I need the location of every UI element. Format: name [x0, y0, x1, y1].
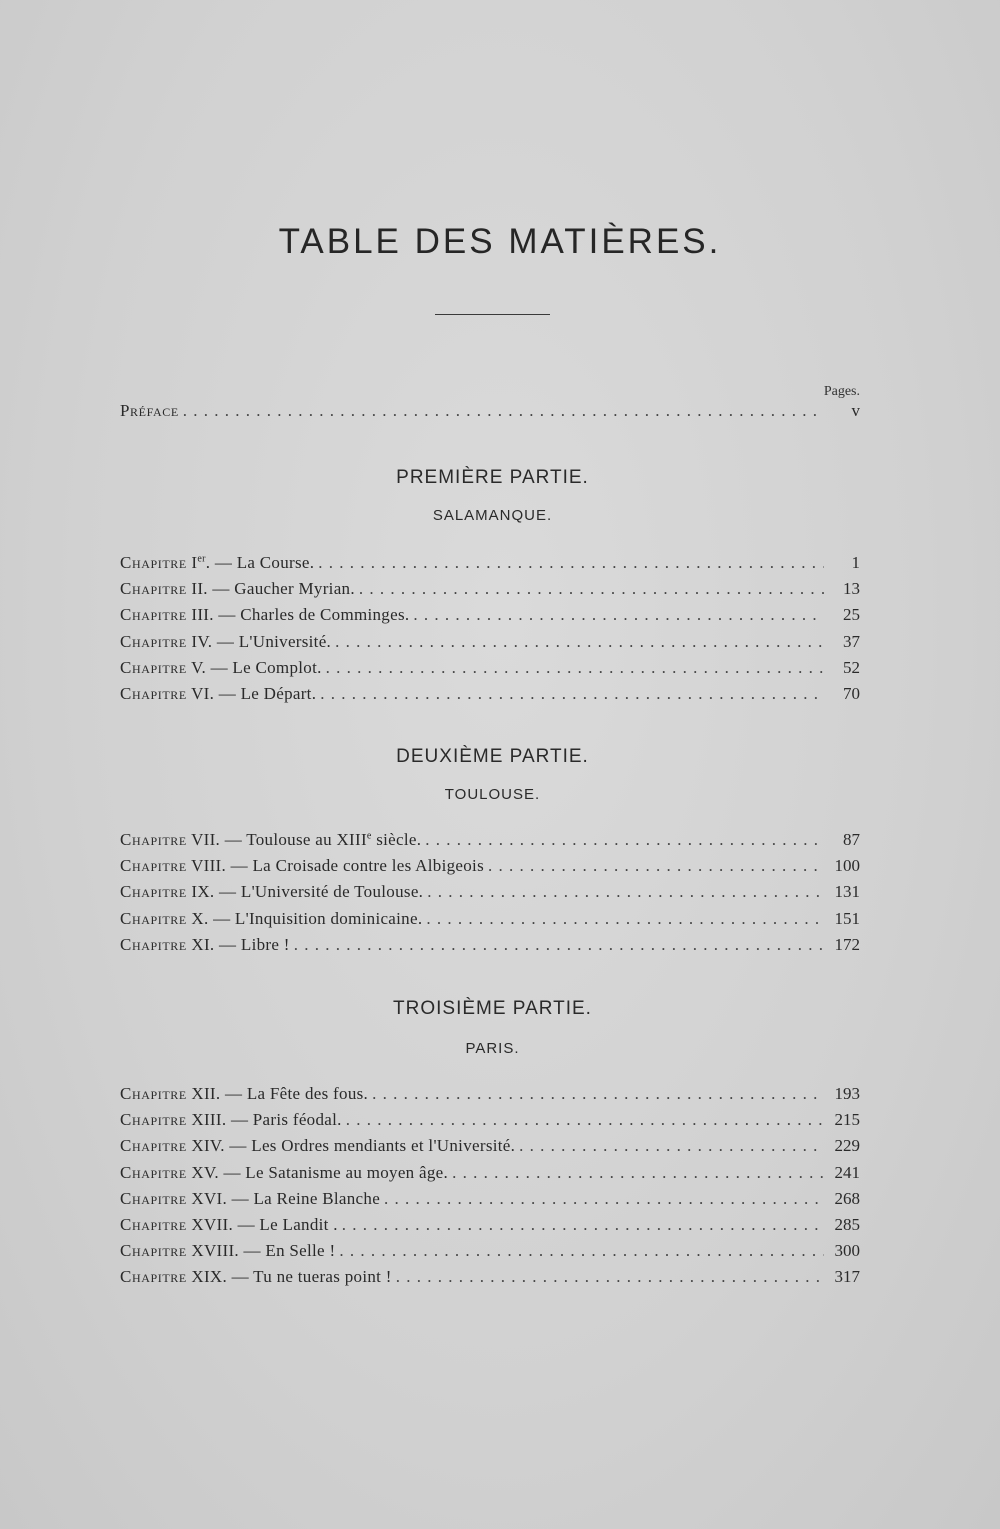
chapter-title: — La Croisade contre les Albigeois [230, 856, 484, 876]
chapter-number: XIII. [191, 1110, 227, 1130]
chapter-number: XI. [191, 934, 215, 954]
chapter-title: — L'Inquisition dominicaine. [213, 908, 423, 928]
chapter-page: 151 [834, 908, 860, 928]
chapter-title: — Les Ordres mendiants et l'Université. [229, 1136, 516, 1156]
chapter-number: IV. [191, 631, 213, 651]
chapter-page: 300 [834, 1241, 860, 1261]
part-1-title: PREMIÈRE PARTIE. [396, 467, 589, 488]
chapter-title: — Libre ! [219, 934, 290, 954]
chapter-prefix: Chapitre [120, 1110, 187, 1130]
toc-row [120, 882, 860, 906]
chapter-prefix: Chapitre [120, 1136, 187, 1156]
chapter-title: — Charles de Comminges. [218, 605, 410, 625]
chapter-number-superscript: er [197, 553, 206, 565]
pages-column-label: Pages. [823, 384, 860, 399]
chapter-number: II. [191, 579, 208, 599]
chapter-page: 1 [851, 553, 860, 572]
chapter-prefix: Chapitre [120, 934, 187, 954]
title-divider [435, 314, 550, 315]
chapter-title: — En Selle ! [243, 1241, 336, 1261]
chapter-prefix: Chapitre [120, 908, 187, 928]
chapter-prefix: Chapitre [120, 882, 187, 902]
chapter-page: 131 [834, 882, 860, 902]
chapter-page: 317 [834, 1267, 860, 1287]
chapter-title-superscript: e [366, 830, 372, 842]
chapter-page: 52 [843, 657, 860, 677]
chapter-number: XVIII. [191, 1241, 239, 1261]
toc-row [120, 1241, 860, 1265]
part-1-subtitle: SALAMANQUE. [432, 507, 553, 524]
chapter-page: 13 [843, 579, 860, 599]
toc-row [120, 856, 860, 880]
chapter-title: — La Course. [214, 553, 315, 572]
chapter-title: — Le Complot. [210, 657, 322, 677]
dot-leader [452, 1163, 824, 1183]
dot-leader [335, 632, 824, 652]
toc-row [120, 935, 860, 959]
toc-row [120, 1110, 860, 1134]
dot-leader [342, 1215, 824, 1235]
chapter-page: 229 [834, 1136, 860, 1156]
chapter-title: — Toulouse au XIII [224, 830, 367, 849]
chapter-number: XIV. [191, 1136, 225, 1156]
chapter-number: I [191, 553, 198, 572]
chapter-number: VIII. [191, 856, 227, 876]
chapter-page: 70 [843, 684, 860, 703]
chapter-page: 241 [834, 1162, 860, 1182]
chapter-page: 87 [843, 830, 860, 849]
dot-leader [519, 1136, 824, 1156]
toc-row [120, 1136, 860, 1160]
toc-row [120, 909, 860, 933]
chapter-prefix: Chapitre [120, 1084, 187, 1103]
chapter-title: — Le Départ. [218, 684, 317, 703]
chapter-prefix: Chapitre [120, 1188, 187, 1208]
chapter-number: IX. [191, 882, 215, 902]
chapter-number: VII. [191, 830, 221, 849]
toc-row [120, 1267, 860, 1291]
chapter-page: 100 [834, 856, 860, 876]
chapter-title: — La Reine Blanche [231, 1188, 381, 1208]
toc-row [120, 632, 860, 656]
chapter-title: — Paris féodal. [230, 1110, 342, 1130]
part-2-title: DEUXIÈME PARTIE. [396, 746, 589, 767]
chapter-title: — La Fête des fous. [225, 1084, 369, 1103]
chapter-page: 285 [834, 1215, 860, 1234]
toc-row [120, 579, 860, 603]
chapter-number: XIX. [191, 1267, 228, 1287]
dot-leader [346, 1110, 824, 1130]
toc-row [120, 1163, 860, 1187]
chapter-page: 215 [834, 1110, 860, 1130]
dot-leader [396, 1267, 824, 1287]
toc-row [120, 830, 860, 854]
dot-leader [318, 553, 824, 573]
chapter-prefix: Chapitre [120, 579, 187, 599]
chapter-number: V. [191, 657, 206, 677]
chapter-prefix: Chapitre [120, 1241, 187, 1261]
chapter-title-end: siècle. [371, 830, 422, 849]
dot-leader [183, 401, 824, 421]
chapter-title: — Tu ne tueras point ! [231, 1267, 392, 1287]
preface-page: v [851, 401, 860, 420]
chapter-prefix: Chapitre [120, 631, 187, 651]
chapter-number: XV. [191, 1162, 219, 1182]
dot-leader [426, 909, 824, 929]
chapter-title: — L'Université de Toulouse. [219, 882, 424, 902]
chapter-number: VI. [191, 684, 215, 703]
chapter-number-punct: . [205, 553, 211, 572]
chapter-number: XVI. [191, 1188, 228, 1208]
part-3-subtitle: PARIS. [465, 1040, 520, 1057]
dot-leader [427, 882, 824, 902]
toc-row [120, 1189, 860, 1213]
toc-row [120, 658, 860, 682]
page-title: TABLE DES MATIÈRES. [278, 222, 722, 261]
toc-row [120, 1084, 860, 1108]
chapter-page: 25 [843, 605, 860, 625]
chapter-number: XVII. [191, 1215, 234, 1234]
dot-leader [413, 605, 824, 625]
dot-leader [372, 1084, 824, 1104]
dot-leader [488, 856, 824, 876]
toc-row-preface [120, 401, 860, 425]
chapter-prefix: Chapitre [120, 1215, 187, 1234]
chapter-prefix: Chapitre [120, 1162, 187, 1182]
preface-label: Préface [120, 401, 179, 420]
toc-row [120, 684, 860, 708]
chapter-prefix: Chapitre [120, 684, 187, 703]
chapter-prefix: Chapitre [120, 605, 187, 625]
chapter-number: X. [191, 908, 209, 928]
chapter-number: XII. [191, 1084, 221, 1103]
chapter-prefix: Chapitre [120, 553, 187, 572]
chapter-prefix: Chapitre [120, 657, 187, 677]
chapter-page: 172 [834, 934, 860, 954]
dot-leader [326, 658, 824, 678]
chapter-title: — Gaucher Myrian. [212, 579, 355, 599]
chapter-page: 268 [834, 1188, 860, 1208]
dot-leader [425, 830, 824, 850]
chapter-number: III. [191, 605, 214, 625]
chapter-page: 193 [834, 1084, 860, 1103]
dot-leader [339, 1241, 824, 1261]
dot-leader [320, 684, 824, 704]
chapter-prefix: Chapitre [120, 856, 187, 876]
toc-row [120, 605, 860, 629]
chapter-title: — Le Satanisme au moyen âge. [223, 1162, 449, 1182]
part-2-subtitle: TOULOUSE. [444, 786, 541, 803]
chapter-title: — L'Université. [216, 631, 332, 651]
part-3-title: TROISIÈME PARTIE. [393, 998, 592, 1019]
chapter-prefix: Chapitre [120, 830, 187, 849]
chapter-prefix: Chapitre [120, 1267, 187, 1287]
chapter-title: — Le Landit . [237, 1215, 338, 1234]
dot-leader [294, 935, 824, 955]
dot-leader [359, 579, 824, 599]
toc-row [120, 1215, 860, 1239]
dot-leader [384, 1189, 824, 1209]
toc-row [120, 553, 860, 577]
chapter-page: 37 [843, 631, 860, 651]
